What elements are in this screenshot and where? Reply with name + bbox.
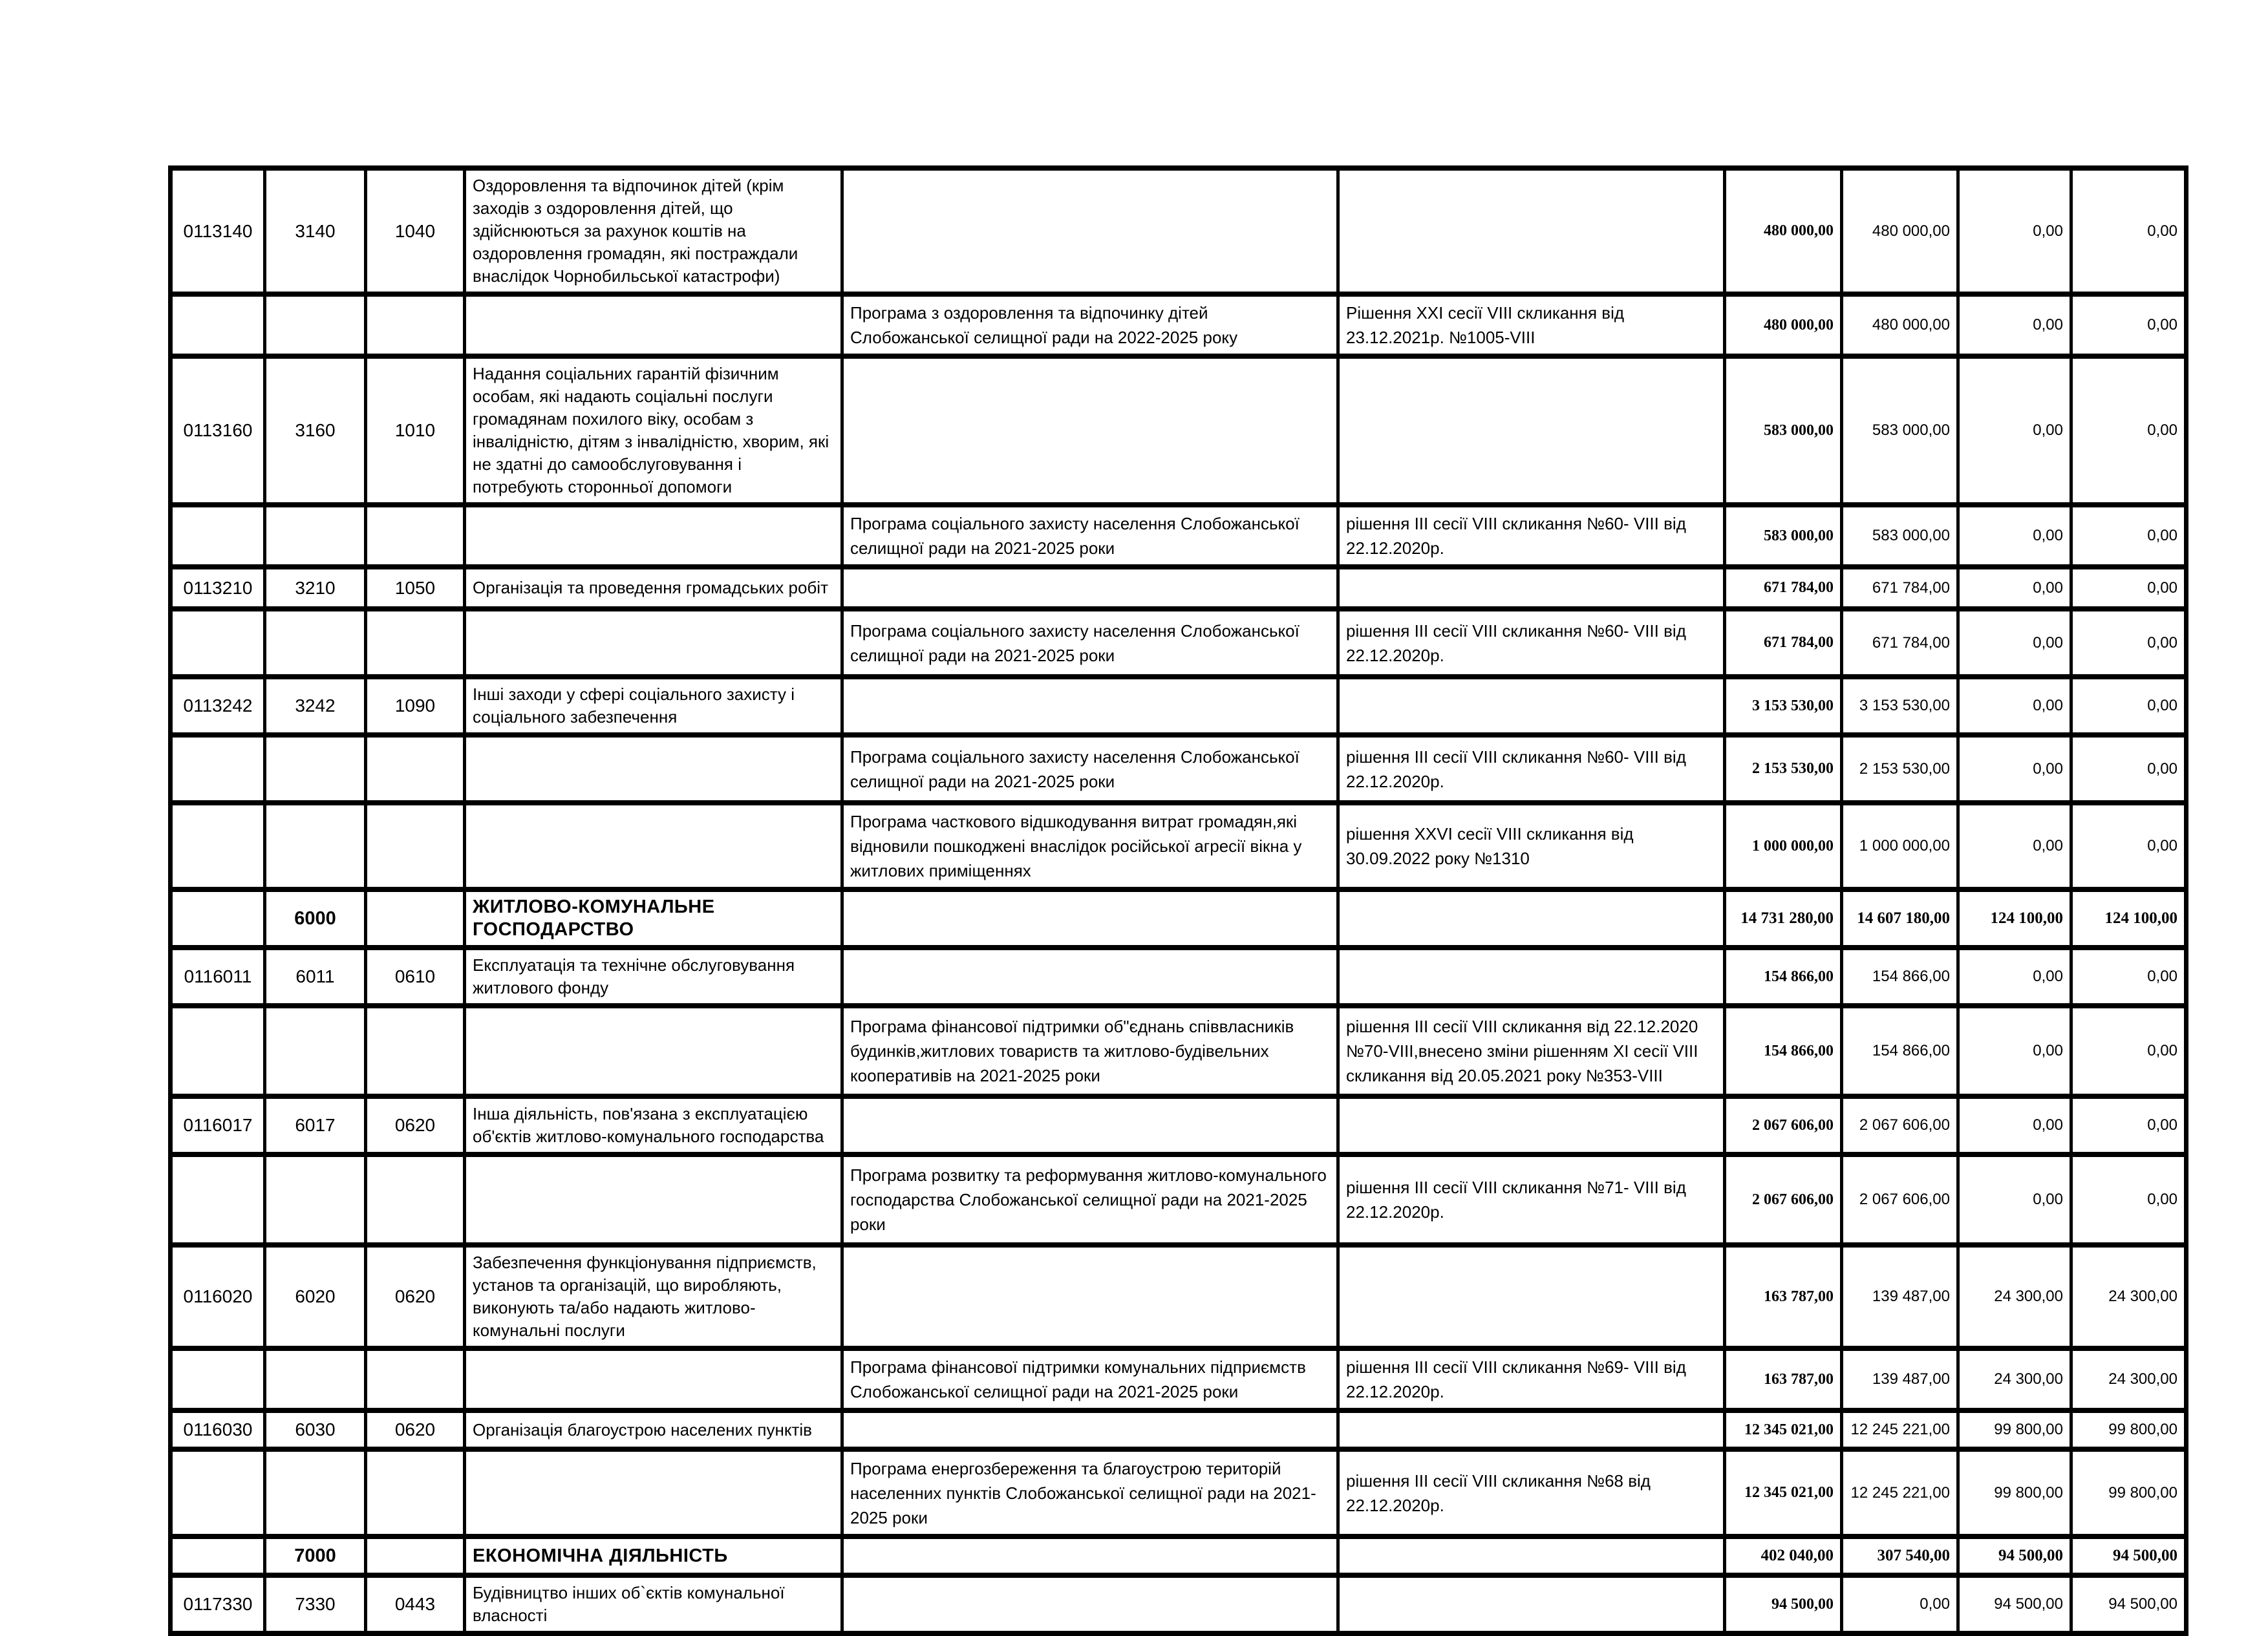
cell-code-function: [366, 609, 465, 677]
cell-code-main: [171, 889, 265, 948]
cell-program-name: Програма фінансової підтримки об"єднань співвласників будинків,житлових товариств та житлово-будівельних кооперативів на 2021-2025 роки: [842, 1006, 1338, 1096]
cell-program-name: [842, 1410, 1338, 1449]
cell-description: Надання соціальних гарантій фізичним особам, які надають соціальні послуги громадянам похилого віку, особам з інвалідністю, дітям з інвалідністю, хворим, які не здатні до самообслуговування і потребують сторонньої допомоги: [465, 356, 842, 505]
cell-code-function: 1050: [366, 567, 465, 609]
cell-amount-1: 2 153 530,00: [1725, 735, 1842, 803]
cell-code-main: [171, 735, 265, 803]
cell-description: Забезпечення функціонування підприємств, установ та організацій, що виробляють, виконують та/або надають житлово-комунальні послуги: [465, 1245, 842, 1348]
cell-amount-3: 124 100,00: [1958, 889, 2071, 948]
section-row: [171, 1536, 2187, 1575]
cell-amount-1: 163 787,00: [1725, 1348, 1842, 1410]
cell-description: Організація та проведення громадських робіт: [465, 567, 842, 609]
cell-code-program: 6017: [265, 1096, 366, 1154]
cell-amount-3: 0,00: [1958, 505, 2071, 567]
cell-amount-2: 139 487,00: [1842, 1245, 1958, 1348]
cell-amount-2: 583 000,00: [1842, 505, 1958, 567]
cell-code-function: [366, 294, 465, 356]
cell-amount-3: 0,00: [1958, 567, 2071, 609]
cell-program-name: [842, 1245, 1338, 1348]
cell-code-main: [171, 1536, 265, 1575]
cell-amount-1: 480 000,00: [1725, 294, 1842, 356]
cell-amount-1: 671 784,00: [1725, 609, 1842, 677]
cell-code-program: 6030: [265, 1410, 366, 1449]
cell-decision: [1338, 1245, 1725, 1348]
cell-amount-2: 154 866,00: [1842, 1006, 1958, 1096]
cell-amount-4: 0,00: [2071, 1096, 2187, 1154]
cell-amount-2: 14 607 180,00: [1842, 889, 1958, 948]
cell-code-program: 6000: [265, 889, 366, 948]
cell-amount-4: 0,00: [2071, 567, 2187, 609]
cell-description: Інша діяльність, пов'язана з експлуатацією об'єктів житлово-комунального господарства: [465, 1096, 842, 1154]
cell-decision: [1338, 948, 1725, 1006]
budget-line-row: [171, 168, 2187, 294]
cell-amount-2: 139 487,00: [1842, 1348, 1958, 1410]
cell-description: [465, 505, 842, 567]
cell-code-main: [171, 294, 265, 356]
cell-program-name: Програма соціального захисту населення Слобожанської селищної ради на 2021-2025 роки: [842, 735, 1338, 803]
cell-code-main: 0113242: [171, 677, 265, 735]
cell-description: Оздоровлення та відпочинок дітей (крім заходів з оздоровлення дітей, що здійснюються за рахунок коштів на оздоровлення громадян, які постраждали внаслідок Чорнобильської катастрофи): [465, 168, 842, 294]
cell-code-function: 0610: [366, 948, 465, 1006]
cell-code-program: [265, 294, 366, 356]
budget-table: [168, 165, 2188, 1636]
cell-amount-1: 12 345 021,00: [1725, 1449, 1842, 1536]
cell-description: ЕКОНОМІЧНА ДІЯЛЬНІСТЬ: [465, 1536, 842, 1575]
cell-amount-1: 154 866,00: [1725, 1006, 1842, 1096]
cell-amount-4: 0,00: [2071, 735, 2187, 803]
cell-description: Інші заходи у сфері соціального захисту і соціального забезпечення: [465, 677, 842, 735]
cell-code-program: 3210: [265, 567, 366, 609]
cell-code-program: 3242: [265, 677, 366, 735]
cell-amount-3: 0,00: [1958, 803, 2071, 889]
cell-decision: рішення III сесії VIII скликання №60- VIII від 22.12.2020р.: [1338, 735, 1725, 803]
cell-description: [465, 1348, 842, 1410]
cell-amount-4: 24 300,00: [2071, 1245, 2187, 1348]
cell-amount-1: 3 153 530,00: [1725, 677, 1842, 735]
cell-amount-3: 0,00: [1958, 735, 2071, 803]
budget-line-row: [171, 1245, 2187, 1348]
cell-code-function: [366, 803, 465, 889]
cell-amount-2: 12 245 221,00: [1842, 1449, 1958, 1536]
cell-amount-4: 99 800,00: [2071, 1410, 2187, 1449]
program-row: [171, 294, 2187, 356]
cell-amount-4: 0,00: [2071, 505, 2187, 567]
cell-amount-3: 0,00: [1958, 948, 2071, 1006]
program-row: [171, 1449, 2187, 1536]
cell-amount-4: 0,00: [2071, 803, 2187, 889]
cell-code-program: 3140: [265, 168, 366, 294]
cell-program-name: Програма фінансової підтримки комунальних підприємств Слобожанської селищної ради на 2021-2025 роки: [842, 1348, 1338, 1410]
cell-code-program: [265, 1154, 366, 1245]
cell-decision: [1338, 889, 1725, 948]
cell-code-program: 7330: [265, 1575, 366, 1633]
cell-amount-3: 0,00: [1958, 1006, 2071, 1096]
cell-code-main: [171, 1348, 265, 1410]
cell-code-function: [366, 735, 465, 803]
cell-amount-2: 307 540,00: [1842, 1536, 1958, 1575]
cell-decision: рішення XXVI сесії VIII скликання від 30.09.2022 року №1310: [1338, 803, 1725, 889]
cell-amount-1: 480 000,00: [1725, 168, 1842, 294]
cell-amount-1: 583 000,00: [1725, 505, 1842, 567]
cell-amount-2: 0,00: [1842, 1575, 1958, 1633]
cell-description: [465, 735, 842, 803]
cell-code-main: 0117330: [171, 1575, 265, 1633]
cell-code-main: 0116030: [171, 1410, 265, 1449]
cell-code-program: [265, 1449, 366, 1536]
cell-amount-3: 0,00: [1958, 356, 2071, 505]
cell-description: [465, 609, 842, 677]
cell-description: [465, 1154, 842, 1245]
cell-program-name: Програма розвитку та реформування житлово-комунального господарства Слобожанської селищної ради на 2021-2025 роки: [842, 1154, 1338, 1245]
cell-code-function: 0620: [366, 1096, 465, 1154]
cell-amount-3: 0,00: [1958, 677, 2071, 735]
cell-code-function: 1040: [366, 168, 465, 294]
cell-code-main: 0116011: [171, 948, 265, 1006]
program-row: [171, 609, 2187, 677]
cell-decision: [1338, 1575, 1725, 1633]
cell-decision: [1338, 677, 1725, 735]
cell-description: [465, 294, 842, 356]
cell-program-name: [842, 1096, 1338, 1154]
program-row: [171, 735, 2187, 803]
cell-amount-4: 0,00: [2071, 294, 2187, 356]
cell-code-function: 0443: [366, 1575, 465, 1633]
cell-code-program: [265, 1348, 366, 1410]
cell-description: [465, 1449, 842, 1536]
cell-amount-1: 94 500,00: [1725, 1575, 1842, 1633]
cell-program-name: [842, 889, 1338, 948]
cell-code-function: 0620: [366, 1245, 465, 1348]
cell-amount-1: 14 731 280,00: [1725, 889, 1842, 948]
cell-program-name: [842, 168, 1338, 294]
budget-line-row: [171, 1096, 2187, 1154]
cell-amount-4: 124 100,00: [2071, 889, 2187, 948]
cell-amount-3: 94 500,00: [1958, 1575, 2071, 1633]
cell-amount-3: 0,00: [1958, 168, 2071, 294]
budget-table-body: [171, 168, 2187, 1633]
cell-decision: [1338, 1536, 1725, 1575]
cell-code-function: [366, 1348, 465, 1410]
cell-code-function: [366, 889, 465, 948]
cell-amount-1: 12 345 021,00: [1725, 1410, 1842, 1449]
budget-line-row: [171, 356, 2187, 505]
cell-code-program: [265, 735, 366, 803]
cell-amount-3: 24 300,00: [1958, 1348, 2071, 1410]
cell-description: ЖИТЛОВО-КОМУНАЛЬНЕ ГОСПОДАРСТВО: [465, 889, 842, 948]
cell-decision: [1338, 1410, 1725, 1449]
budget-line-row: [171, 948, 2187, 1006]
cell-amount-4: 94 500,00: [2071, 1536, 2187, 1575]
cell-amount-1: 2 067 606,00: [1725, 1096, 1842, 1154]
cell-amount-1: 583 000,00: [1725, 356, 1842, 505]
cell-code-main: [171, 1006, 265, 1096]
cell-amount-2: 2 153 530,00: [1842, 735, 1958, 803]
cell-code-function: [366, 1449, 465, 1536]
cell-amount-2: 480 000,00: [1842, 294, 1958, 356]
cell-amount-4: 0,00: [2071, 1154, 2187, 1245]
cell-code-function: [366, 1006, 465, 1096]
budget-line-row: [171, 1575, 2187, 1633]
budget-line-row: [171, 567, 2187, 609]
cell-decision: рішення III сесії VIII скликання №60- VIII від 22.12.2020р.: [1338, 505, 1725, 567]
cell-program-name: [842, 1536, 1338, 1575]
cell-code-main: 0113210: [171, 567, 265, 609]
cell-code-function: 0620: [366, 1410, 465, 1449]
cell-amount-4: 94 500,00: [2071, 1575, 2187, 1633]
cell-code-main: 0116020: [171, 1245, 265, 1348]
cell-program-name: [842, 948, 1338, 1006]
program-row: [171, 803, 2187, 889]
cell-amount-3: 0,00: [1958, 609, 2071, 677]
cell-amount-3: 0,00: [1958, 1154, 2071, 1245]
cell-amount-2: 3 153 530,00: [1842, 677, 1958, 735]
cell-code-main: [171, 609, 265, 677]
cell-description: Експлуатація та технічне обслуговування житлового фонду: [465, 948, 842, 1006]
cell-program-name: [842, 1575, 1338, 1633]
cell-code-main: 0116017: [171, 1096, 265, 1154]
budget-line-row: [171, 677, 2187, 735]
cell-amount-4: 0,00: [2071, 948, 2187, 1006]
section-row: [171, 889, 2187, 948]
cell-decision: рішення III сесії VIII скликання №69- VIII від 22.12.2020р.: [1338, 1348, 1725, 1410]
cell-program-name: Програма соціального захисту населення Слобожанської селищної ради на 2021-2025 роки: [842, 609, 1338, 677]
cell-amount-2: 2 067 606,00: [1842, 1154, 1958, 1245]
cell-code-function: [366, 1154, 465, 1245]
cell-amount-3: 99 800,00: [1958, 1449, 2071, 1536]
cell-decision: рішення III сесії VIII скликання №60- VIII від 22.12.2020р.: [1338, 609, 1725, 677]
cell-code-function: 1090: [366, 677, 465, 735]
cell-amount-3: 0,00: [1958, 1096, 2071, 1154]
program-row: [171, 1154, 2187, 1245]
cell-program-name: Програма енергозбереження та благоустрою територій населенних пунктів Слобожанської селищної ради на 2021-2025 роки: [842, 1449, 1338, 1536]
cell-program-name: Програма з оздоровлення та відпочинку дітей Слобожанської селищної ради на 2022-2025 року: [842, 294, 1338, 356]
cell-amount-3: 24 300,00: [1958, 1245, 2071, 1348]
cell-description: [465, 1006, 842, 1096]
cell-decision: рішення III сесії VIII скликання від 22.12.2020 №70-VIII,внесено зміни рішенням XI сесії VIII скликання від 20.05.2021 року №353-VIII: [1338, 1006, 1725, 1096]
cell-amount-2: 480 000,00: [1842, 168, 1958, 294]
cell-decision: [1338, 1096, 1725, 1154]
program-row: [171, 1348, 2187, 1410]
program-row: [171, 505, 2187, 567]
cell-amount-4: 0,00: [2071, 356, 2187, 505]
cell-description: Організація благоустрою населених пунктів: [465, 1410, 842, 1449]
cell-code-function: [366, 505, 465, 567]
cell-code-program: 7000: [265, 1536, 366, 1575]
budget-line-row: [171, 1410, 2187, 1449]
cell-amount-3: 0,00: [1958, 294, 2071, 356]
cell-program-name: Програма соціального захисту населення Слобожанської селищної ради на 2021-2025 роки: [842, 505, 1338, 567]
cell-program-name: [842, 567, 1338, 609]
cell-description: [465, 803, 842, 889]
cell-amount-2: 671 784,00: [1842, 567, 1958, 609]
program-row: [171, 1006, 2187, 1096]
cell-code-main: [171, 505, 265, 567]
cell-amount-3: 94 500,00: [1958, 1536, 2071, 1575]
cell-code-program: 6020: [265, 1245, 366, 1348]
cell-program-name: [842, 677, 1338, 735]
cell-amount-2: 12 245 221,00: [1842, 1410, 1958, 1449]
cell-decision: [1338, 168, 1725, 294]
cell-code-main: [171, 1449, 265, 1536]
cell-description: Будівництво інших об`єктів комунальної власності: [465, 1575, 842, 1633]
cell-code-program: 3160: [265, 356, 366, 505]
cell-code-main: [171, 1154, 265, 1245]
cell-code-program: 6011: [265, 948, 366, 1006]
cell-code-program: [265, 609, 366, 677]
cell-code-main: 0113160: [171, 356, 265, 505]
cell-amount-1: 163 787,00: [1725, 1245, 1842, 1348]
cell-amount-1: 1 000 000,00: [1725, 803, 1842, 889]
cell-code-program: [265, 505, 366, 567]
cell-amount-4: 0,00: [2071, 609, 2187, 677]
cell-decision: рішення III сесії VIII скликання №71- VIII від 22.12.2020р.: [1338, 1154, 1725, 1245]
cell-amount-3: 99 800,00: [1958, 1410, 2071, 1449]
cell-amount-4: 0,00: [2071, 1006, 2187, 1096]
cell-amount-2: 583 000,00: [1842, 356, 1958, 505]
cell-decision: рішення III сесії VIII скликання №68 від 22.12.2020р.: [1338, 1449, 1725, 1536]
cell-amount-1: 2 067 606,00: [1725, 1154, 1842, 1245]
cell-amount-2: 154 866,00: [1842, 948, 1958, 1006]
cell-decision: Рішення XXI сесії VIII скликання від 23.12.2021р. №1005-VIII: [1338, 294, 1725, 356]
cell-program-name: Програма часткового відшкодування витрат громадян,які відновили пошкоджені внаслідок російської агресії вікна у житлових приміщеннях: [842, 803, 1338, 889]
cell-amount-1: 402 040,00: [1725, 1536, 1842, 1575]
cell-amount-4: 0,00: [2071, 677, 2187, 735]
cell-amount-1: 671 784,00: [1725, 567, 1842, 609]
budget-table-container: [168, 165, 2188, 1636]
cell-code-program: [265, 803, 366, 889]
cell-code-function: [366, 1536, 465, 1575]
cell-decision: [1338, 356, 1725, 505]
cell-code-main: 0113140: [171, 168, 265, 294]
cell-program-name: [842, 356, 1338, 505]
cell-amount-4: 24 300,00: [2071, 1348, 2187, 1410]
cell-amount-2: 671 784,00: [1842, 609, 1958, 677]
cell-amount-2: 2 067 606,00: [1842, 1096, 1958, 1154]
cell-amount-4: 0,00: [2071, 168, 2187, 294]
cell-amount-2: 1 000 000,00: [1842, 803, 1958, 889]
cell-code-program: [265, 1006, 366, 1096]
cell-amount-1: 154 866,00: [1725, 948, 1842, 1006]
cell-code-function: 1010: [366, 356, 465, 505]
cell-decision: [1338, 567, 1725, 609]
cell-amount-4: 99 800,00: [2071, 1449, 2187, 1536]
cell-code-main: [171, 803, 265, 889]
